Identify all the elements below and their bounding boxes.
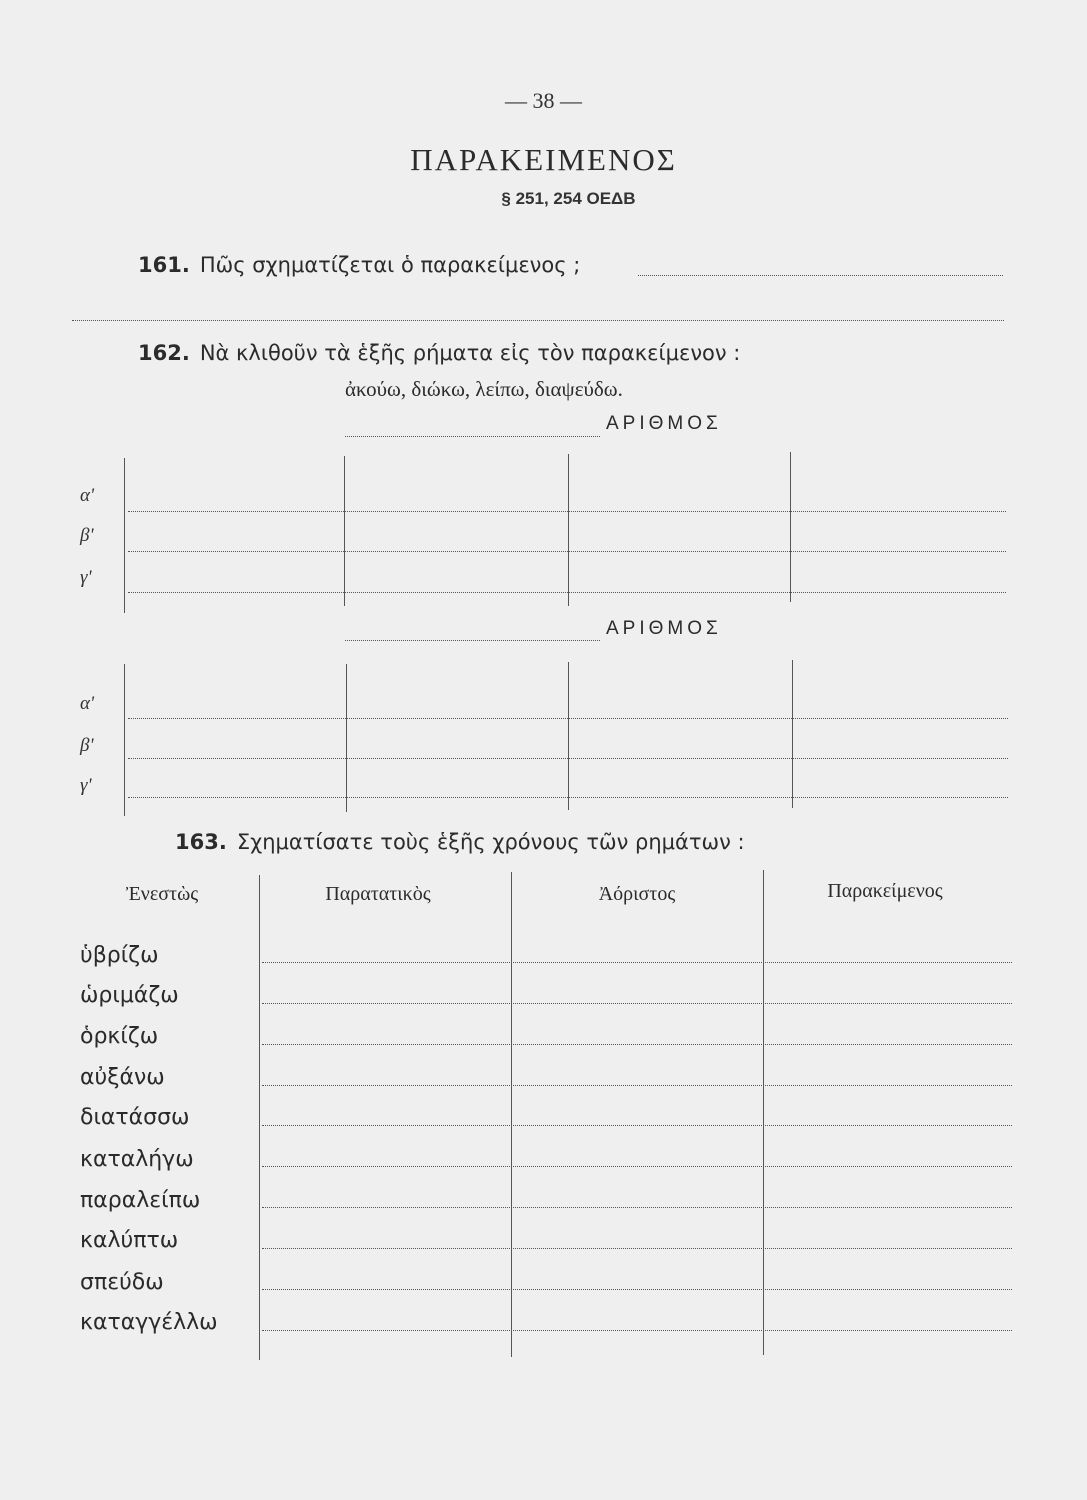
answer-line[interactable] [262, 1166, 1012, 1167]
question-161 [138, 253, 580, 277]
verb-row-label: παραλείπω [80, 1188, 201, 1213]
verb-row-label: ὁρκίζω [80, 1024, 159, 1049]
number-heading: ΑΡΙΘΜΟΣ [606, 618, 722, 639]
answer-line[interactable] [345, 640, 600, 641]
row-label: γ' [80, 567, 92, 588]
answer-line[interactable] [262, 962, 1012, 963]
verb-row-label: καταλήγω [80, 1147, 194, 1172]
answer-line[interactable] [72, 320, 1004, 321]
question-text: Σχηματίσατε τοὺς ἑξῆς χρόνους τῶν ρημάτων : [236, 830, 745, 854]
answer-line[interactable] [262, 1330, 1012, 1331]
column-header-perfect: Παρακείμενος [827, 880, 943, 902]
answer-line[interactable] [262, 1248, 1012, 1249]
verb-row-label: διατάσσω [80, 1105, 190, 1130]
page-number: — 38 — [505, 88, 582, 113]
column-divider [568, 454, 569, 606]
question-text: Νὰ κλιθοῦν τὰ ἑξῆς ρήματα εἰς τὸν παρακείμενον : [199, 341, 741, 365]
column-divider [763, 870, 764, 1355]
row-label: β' [80, 735, 94, 756]
column-divider [259, 875, 260, 1360]
row-label: β' [80, 525, 94, 546]
answer-line[interactable] [262, 1044, 1012, 1045]
answer-line[interactable] [128, 551, 1006, 552]
page-title: ΠΑΡΑΚΕΙΜΕΝΟΣ [410, 142, 677, 177]
answer-line[interactable] [345, 436, 600, 437]
column-divider [568, 662, 569, 810]
verb-row-label: αὐξάνω [80, 1065, 165, 1090]
row-label: α' [80, 693, 95, 714]
answer-line[interactable] [128, 511, 1006, 512]
question-163 [175, 830, 745, 854]
answer-line[interactable] [262, 1289, 1012, 1290]
column-divider [124, 664, 125, 816]
verb-row-label: καταγγέλλω [80, 1310, 218, 1335]
column-divider [344, 456, 345, 606]
question-text: Πῶς σχηματίζεται ὁ παρακείμενος ; [199, 253, 581, 277]
answer-line[interactable] [262, 1207, 1012, 1208]
answer-line[interactable] [128, 797, 1008, 798]
verb-list: ἀκούω, διώκω, λείπω, διαψεύδω. [345, 377, 623, 401]
column-divider [511, 872, 512, 1357]
verb-row-label: καλύπτω [80, 1228, 179, 1253]
row-label: α' [80, 485, 95, 506]
answer-line[interactable] [262, 1125, 1012, 1126]
verb-row-label: ὑβρίζω [80, 943, 159, 968]
answer-line[interactable] [128, 718, 1008, 719]
number-heading: ΑΡΙΘΜΟΣ [606, 413, 722, 434]
column-header-imperfect: Παρατατικὸς [325, 883, 431, 905]
verb-row-label: σπεύδω [80, 1270, 164, 1295]
column-divider [346, 664, 347, 812]
answer-line[interactable] [262, 1085, 1012, 1086]
column-divider [790, 452, 791, 602]
column-header-aorist: Ἀόριστος [598, 883, 676, 905]
question-number: 163. [175, 830, 227, 854]
column-divider [124, 458, 125, 613]
column-divider [792, 660, 793, 808]
question-162 [138, 341, 740, 365]
question-number: 162. [138, 341, 190, 365]
answer-line[interactable] [128, 758, 1008, 759]
row-label: γ' [80, 775, 92, 796]
answer-line[interactable] [128, 592, 1006, 593]
grammar-reference: § 251, 254 ΟΕΔΒ [501, 189, 636, 208]
answer-line[interactable] [262, 1003, 1012, 1004]
question-number: 161. [138, 253, 190, 277]
answer-line[interactable] [638, 275, 1003, 276]
column-header-present: Ἐνεστὼς [125, 883, 199, 905]
verb-row-label: ὡριμάζω [80, 983, 179, 1008]
